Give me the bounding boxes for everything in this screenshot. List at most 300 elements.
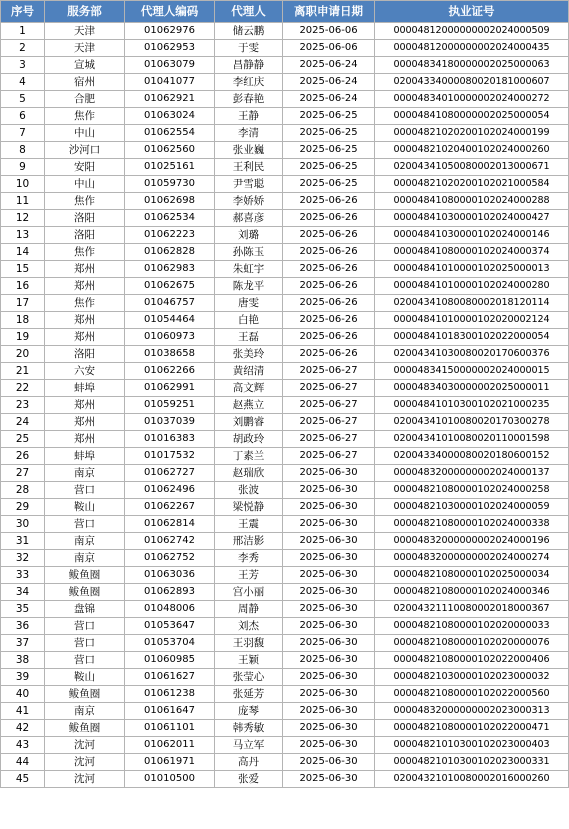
agent-code-cell: 01062991 <box>125 380 215 397</box>
agent-code-cell: 01063079 <box>125 57 215 74</box>
agent-name-cell: 王震 <box>215 516 283 533</box>
table-row <box>1 448 569 465</box>
index-cell: 27 <box>1 465 45 482</box>
table-row <box>1 754 569 771</box>
table-row <box>1 499 569 516</box>
index-cell: 32 <box>1 550 45 567</box>
index-cell: 12 <box>1 210 45 227</box>
license-no-cell: 02004334000080020181000607 <box>375 74 569 91</box>
agent-code-cell: 01017532 <box>125 448 215 465</box>
table-row <box>1 720 569 737</box>
service-dept-cell: 营口 <box>45 516 125 533</box>
resign-date-cell: 2025-06-24 <box>283 74 375 91</box>
table-row <box>1 108 569 125</box>
table-row <box>1 737 569 754</box>
resign-date-cell: 2025-06-25 <box>283 125 375 142</box>
service-dept-cell: 蚌埠 <box>45 448 125 465</box>
resign-date-cell: 2025-06-27 <box>283 380 375 397</box>
header-license-no: 执业证号 <box>375 1 569 23</box>
agent-name-cell: 郝喜彦 <box>215 210 283 227</box>
table-row <box>1 771 569 788</box>
table-row <box>1 482 569 499</box>
resign-date-cell: 2025-06-30 <box>283 499 375 516</box>
resign-date-cell: 2025-06-26 <box>283 193 375 210</box>
header-row <box>1 1 569 23</box>
agent-code-cell: 01046757 <box>125 295 215 312</box>
agent-code-cell: 01062976 <box>125 23 215 40</box>
header-resign-date: 离职申请日期 <box>283 1 375 23</box>
agent-code-cell: 01062554 <box>125 125 215 142</box>
agent-code-cell: 01053704 <box>125 635 215 652</box>
index-cell: 28 <box>1 482 45 499</box>
agent-code-cell: 01062266 <box>125 363 215 380</box>
service-dept-cell: 鲅鱼圈 <box>45 720 125 737</box>
license-no-cell: 00004821020200102024000199 <box>375 125 569 142</box>
license-no-cell: 00004821080000102022000406 <box>375 652 569 669</box>
agent-code-cell: 01060985 <box>125 652 215 669</box>
table-row <box>1 601 569 618</box>
agent-name-cell: 王芳 <box>215 567 283 584</box>
table-row <box>1 159 569 176</box>
agent-code-cell: 01053647 <box>125 618 215 635</box>
agent-code-cell: 01062742 <box>125 533 215 550</box>
license-no-cell: 00004821080000102020000076 <box>375 635 569 652</box>
service-dept-cell: 郑州 <box>45 329 125 346</box>
resign-date-cell: 2025-06-26 <box>283 261 375 278</box>
table-row <box>1 210 569 227</box>
agent-code-cell: 01062828 <box>125 244 215 261</box>
license-no-cell: 02004341050080002013000671 <box>375 159 569 176</box>
index-cell: 29 <box>1 499 45 516</box>
agent-code-cell: 01062921 <box>125 91 215 108</box>
agent-name-cell: 王羽馥 <box>215 635 283 652</box>
index-cell: 21 <box>1 363 45 380</box>
index-cell: 16 <box>1 278 45 295</box>
license-no-cell: 00004821080000102025000034 <box>375 567 569 584</box>
service-dept-cell: 盘锦 <box>45 601 125 618</box>
resign-date-cell: 2025-06-26 <box>283 329 375 346</box>
agent-name-cell: 王颖 <box>215 652 283 669</box>
service-dept-cell: 南京 <box>45 533 125 550</box>
agent-code-cell: 01062727 <box>125 465 215 482</box>
agent-name-cell: 张波 <box>215 482 283 499</box>
index-cell: 10 <box>1 176 45 193</box>
header-service-dept: 服务部 <box>45 1 125 23</box>
license-no-cell: 00004812000000002024000435 <box>375 40 569 57</box>
index-cell: 13 <box>1 227 45 244</box>
table-row <box>1 652 569 669</box>
agent-code-cell: 01061971 <box>125 754 215 771</box>
agent-code-cell: 01059730 <box>125 176 215 193</box>
license-no-cell: 00004841030000102024000427 <box>375 210 569 227</box>
agent-code-cell: 01062560 <box>125 142 215 159</box>
agent-name-cell: 李红庆 <box>215 74 283 91</box>
agent-name-cell: 白艳 <box>215 312 283 329</box>
resign-date-cell: 2025-06-26 <box>283 210 375 227</box>
index-cell: 41 <box>1 703 45 720</box>
agent-name-cell: 朱虹宇 <box>215 261 283 278</box>
index-cell: 36 <box>1 618 45 635</box>
service-dept-cell: 南京 <box>45 703 125 720</box>
index-cell: 35 <box>1 601 45 618</box>
index-cell: 30 <box>1 516 45 533</box>
agent-name-cell: 王静 <box>215 108 283 125</box>
agent-name-cell: 昌静静 <box>215 57 283 74</box>
agent-code-cell: 01010500 <box>125 771 215 788</box>
agent-name-cell: 邢洁影 <box>215 533 283 550</box>
index-cell: 22 <box>1 380 45 397</box>
service-dept-cell: 郑州 <box>45 414 125 431</box>
license-no-cell: 00004832000000002024000274 <box>375 550 569 567</box>
header-index: 序号 <box>1 1 45 23</box>
agent-code-cell: 01060973 <box>125 329 215 346</box>
resign-date-cell: 2025-06-30 <box>283 703 375 720</box>
resign-date-cell: 2025-06-26 <box>283 227 375 244</box>
service-dept-cell: 郑州 <box>45 312 125 329</box>
service-dept-cell: 郑州 <box>45 397 125 414</box>
resign-date-cell: 2025-06-30 <box>283 737 375 754</box>
service-dept-cell: 鲅鱼圈 <box>45 584 125 601</box>
table-row <box>1 465 569 482</box>
agent-code-cell: 01062893 <box>125 584 215 601</box>
service-dept-cell: 营口 <box>45 635 125 652</box>
index-cell: 8 <box>1 142 45 159</box>
agent-code-cell: 01041077 <box>125 74 215 91</box>
agent-name-cell: 庞琴 <box>215 703 283 720</box>
index-cell: 1 <box>1 23 45 40</box>
license-no-cell: 00004841010000102024000280 <box>375 278 569 295</box>
resign-date-cell: 2025-06-06 <box>283 40 375 57</box>
license-no-cell: 00004821020400102024000260 <box>375 142 569 159</box>
resign-date-cell: 2025-06-25 <box>283 159 375 176</box>
resign-date-cell: 2025-06-30 <box>283 584 375 601</box>
license-no-cell: 00004834150000002024000015 <box>375 363 569 380</box>
agent-code-cell: 01062953 <box>125 40 215 57</box>
agent-name-cell: 李娇娇 <box>215 193 283 210</box>
service-dept-cell: 南京 <box>45 465 125 482</box>
license-no-cell: 00004821080000102022000471 <box>375 720 569 737</box>
agent-name-cell: 陈龙平 <box>215 278 283 295</box>
agent-name-cell: 彭春艳 <box>215 91 283 108</box>
agent-name-cell: 尹雪聪 <box>215 176 283 193</box>
service-dept-cell: 鞍山 <box>45 499 125 516</box>
license-no-cell: 00004821080000102022000560 <box>375 686 569 703</box>
resign-date-cell: 2025-06-26 <box>283 295 375 312</box>
agent-code-cell: 01054464 <box>125 312 215 329</box>
service-dept-cell: 宿州 <box>45 74 125 91</box>
agent-name-cell: 李清 <box>215 125 283 142</box>
agent-name-cell: 刘璐 <box>215 227 283 244</box>
resign-date-cell: 2025-06-30 <box>283 482 375 499</box>
resign-date-cell: 2025-06-30 <box>283 635 375 652</box>
agent-code-cell: 01062496 <box>125 482 215 499</box>
table-row <box>1 567 569 584</box>
license-no-cell: 00004841080000102024000374 <box>375 244 569 261</box>
agent-name-cell: 孙陈玉 <box>215 244 283 261</box>
table-row <box>1 40 569 57</box>
agent-code-cell: 01062983 <box>125 261 215 278</box>
agent-code-cell: 01062698 <box>125 193 215 210</box>
license-no-cell: 00004841030000102024000146 <box>375 227 569 244</box>
index-cell: 14 <box>1 244 45 261</box>
index-cell: 7 <box>1 125 45 142</box>
license-no-cell: 00004821030000102024000059 <box>375 499 569 516</box>
service-dept-cell: 六安 <box>45 363 125 380</box>
agent-name-cell: 丁素兰 <box>215 448 283 465</box>
table-row <box>1 125 569 142</box>
table-row <box>1 533 569 550</box>
resign-date-cell: 2025-06-30 <box>283 618 375 635</box>
index-cell: 18 <box>1 312 45 329</box>
agent-name-cell: 张美玲 <box>215 346 283 363</box>
agent-name-cell: 刘鹏睿 <box>215 414 283 431</box>
agent-code-cell: 01062223 <box>125 227 215 244</box>
table-row <box>1 278 569 295</box>
resign-date-cell: 2025-06-25 <box>283 108 375 125</box>
agent-name-cell: 王利民 <box>215 159 283 176</box>
license-no-cell: 00004821010300102023000331 <box>375 754 569 771</box>
resign-date-cell: 2025-06-27 <box>283 448 375 465</box>
table-row <box>1 703 569 720</box>
service-dept-cell: 鲅鱼圈 <box>45 686 125 703</box>
license-no-cell: 00004841018300102022000054 <box>375 329 569 346</box>
resign-date-cell: 2025-06-30 <box>283 754 375 771</box>
service-dept-cell: 沈河 <box>45 754 125 771</box>
license-no-cell: 00004841010000102025000013 <box>375 261 569 278</box>
license-no-cell: 00004821010300102023000403 <box>375 737 569 754</box>
agent-name-cell: 宫小丽 <box>215 584 283 601</box>
license-no-cell: 00004821080000102020000033 <box>375 618 569 635</box>
agent-name-cell: 赵瑞欣 <box>215 465 283 482</box>
resign-date-cell: 2025-06-24 <box>283 91 375 108</box>
service-dept-cell: 宣城 <box>45 57 125 74</box>
service-dept-cell: 营口 <box>45 482 125 499</box>
resign-date-cell: 2025-06-25 <box>283 176 375 193</box>
index-cell: 45 <box>1 771 45 788</box>
resign-date-cell: 2025-06-30 <box>283 771 375 788</box>
table-body <box>1 23 569 788</box>
table-row <box>1 397 569 414</box>
table-row <box>1 346 569 363</box>
resign-date-cell: 2025-06-25 <box>283 142 375 159</box>
service-dept-cell: 沈河 <box>45 737 125 754</box>
agent-name-cell: 胡政玲 <box>215 431 283 448</box>
table-row <box>1 74 569 91</box>
agent-code-cell: 01062752 <box>125 550 215 567</box>
service-dept-cell: 郑州 <box>45 278 125 295</box>
table-row <box>1 380 569 397</box>
service-dept-cell: 蚌埠 <box>45 380 125 397</box>
agent-name-cell: 储云鹏 <box>215 23 283 40</box>
service-dept-cell: 合肥 <box>45 91 125 108</box>
resign-date-cell: 2025-06-30 <box>283 720 375 737</box>
service-dept-cell: 沈河 <box>45 771 125 788</box>
table-row <box>1 431 569 448</box>
index-cell: 9 <box>1 159 45 176</box>
agent-code-cell: 01062534 <box>125 210 215 227</box>
service-dept-cell: 郑州 <box>45 431 125 448</box>
table-row <box>1 550 569 567</box>
agent-name-cell: 张爱 <box>215 771 283 788</box>
agent-name-cell: 梁悦静 <box>215 499 283 516</box>
resign-date-cell: 2025-06-30 <box>283 567 375 584</box>
index-cell: 44 <box>1 754 45 771</box>
license-no-cell: 00004832000000002024000137 <box>375 465 569 482</box>
service-dept-cell: 洛阳 <box>45 210 125 227</box>
agent-code-cell: 01016383 <box>125 431 215 448</box>
resign-date-cell: 2025-06-30 <box>283 669 375 686</box>
service-dept-cell: 沙河口 <box>45 142 125 159</box>
license-no-cell: 00004834030000002025000011 <box>375 380 569 397</box>
resign-date-cell: 2025-06-24 <box>283 57 375 74</box>
service-dept-cell: 安阳 <box>45 159 125 176</box>
agent-name-cell: 刘杰 <box>215 618 283 635</box>
agent-name-cell: 高文辉 <box>215 380 283 397</box>
service-dept-cell: 南京 <box>45 550 125 567</box>
index-cell: 11 <box>1 193 45 210</box>
index-cell: 23 <box>1 397 45 414</box>
service-dept-cell: 天津 <box>45 40 125 57</box>
agent-code-cell: 01038658 <box>125 346 215 363</box>
license-no-cell: 02004341010080020110001598 <box>375 431 569 448</box>
index-cell: 20 <box>1 346 45 363</box>
service-dept-cell: 鲅鱼圈 <box>45 567 125 584</box>
service-dept-cell: 中山 <box>45 125 125 142</box>
agent-code-cell: 01062675 <box>125 278 215 295</box>
agent-code-cell: 01063036 <box>125 567 215 584</box>
license-no-cell: 00004821080000102024000258 <box>375 482 569 499</box>
license-no-cell: 00004834180000002025000063 <box>375 57 569 74</box>
service-dept-cell: 中山 <box>45 176 125 193</box>
resign-date-cell: 2025-06-30 <box>283 516 375 533</box>
agent-code-cell: 01061238 <box>125 686 215 703</box>
license-no-cell: 00004841080000102024000288 <box>375 193 569 210</box>
index-cell: 34 <box>1 584 45 601</box>
agent-name-cell: 张莹心 <box>215 669 283 686</box>
license-no-cell: 00004821030000102023000032 <box>375 669 569 686</box>
index-cell: 19 <box>1 329 45 346</box>
table-row <box>1 363 569 380</box>
license-no-cell: 00004832000000002024000196 <box>375 533 569 550</box>
resign-date-cell: 2025-06-26 <box>283 312 375 329</box>
table-row <box>1 686 569 703</box>
index-cell: 43 <box>1 737 45 754</box>
service-dept-cell: 焦作 <box>45 193 125 210</box>
index-cell: 33 <box>1 567 45 584</box>
index-cell: 26 <box>1 448 45 465</box>
license-no-cell: 00004821080000102024000338 <box>375 516 569 533</box>
table-row <box>1 414 569 431</box>
service-dept-cell: 焦作 <box>45 108 125 125</box>
license-no-cell: 00004812000000002024000509 <box>375 23 569 40</box>
agent-code-cell: 01062011 <box>125 737 215 754</box>
license-no-cell: 00004834010000002024000272 <box>375 91 569 108</box>
agent-name-cell: 马立军 <box>215 737 283 754</box>
license-no-cell: 00004841010000102020002124 <box>375 312 569 329</box>
agent-name-cell: 唐雯 <box>215 295 283 312</box>
agent-code-cell: 01059251 <box>125 397 215 414</box>
agent-code-cell: 01025161 <box>125 159 215 176</box>
table-row <box>1 584 569 601</box>
resign-date-cell: 2025-06-30 <box>283 550 375 567</box>
index-cell: 5 <box>1 91 45 108</box>
license-no-cell: 00004841010300102021000235 <box>375 397 569 414</box>
index-cell: 38 <box>1 652 45 669</box>
license-no-cell: 02004334000080020180600152 <box>375 448 569 465</box>
index-cell: 39 <box>1 669 45 686</box>
table-row <box>1 176 569 193</box>
agent-code-cell: 01062814 <box>125 516 215 533</box>
resign-date-cell: 2025-06-30 <box>283 652 375 669</box>
agent-name-cell: 高丹 <box>215 754 283 771</box>
table-row <box>1 193 569 210</box>
resign-date-cell: 2025-06-30 <box>283 686 375 703</box>
index-cell: 37 <box>1 635 45 652</box>
index-cell: 4 <box>1 74 45 91</box>
index-cell: 2 <box>1 40 45 57</box>
agent-code-cell: 01063024 <box>125 108 215 125</box>
service-dept-cell: 焦作 <box>45 295 125 312</box>
index-cell: 40 <box>1 686 45 703</box>
resign-date-cell: 2025-06-06 <box>283 23 375 40</box>
index-cell: 24 <box>1 414 45 431</box>
service-dept-cell: 洛阳 <box>45 227 125 244</box>
agent-code-cell: 01062267 <box>125 499 215 516</box>
resign-date-cell: 2025-06-30 <box>283 533 375 550</box>
agent-code-cell: 01061101 <box>125 720 215 737</box>
agent-name-cell: 周静 <box>215 601 283 618</box>
resign-date-cell: 2025-06-26 <box>283 346 375 363</box>
table-row <box>1 244 569 261</box>
agent-name-cell: 王磊 <box>215 329 283 346</box>
table-row <box>1 669 569 686</box>
resign-date-cell: 2025-06-27 <box>283 397 375 414</box>
index-cell: 31 <box>1 533 45 550</box>
license-no-cell: 02004341080080002018120114 <box>375 295 569 312</box>
resign-date-cell: 2025-06-26 <box>283 278 375 295</box>
service-dept-cell: 营口 <box>45 618 125 635</box>
agent-name-cell: 李秀 <box>215 550 283 567</box>
table-row <box>1 261 569 278</box>
index-cell: 25 <box>1 431 45 448</box>
index-cell: 6 <box>1 108 45 125</box>
license-no-cell: 00004821080000102024000346 <box>375 584 569 601</box>
table-row <box>1 618 569 635</box>
table-row <box>1 227 569 244</box>
index-cell: 3 <box>1 57 45 74</box>
resign-date-cell: 2025-06-30 <box>283 465 375 482</box>
table-row <box>1 516 569 533</box>
agent-name-cell: 黄绍清 <box>215 363 283 380</box>
table-row <box>1 57 569 74</box>
license-no-cell: 02004321110080002018000367 <box>375 601 569 618</box>
resign-date-cell: 2025-06-27 <box>283 363 375 380</box>
table-row <box>1 23 569 40</box>
table-row <box>1 91 569 108</box>
service-dept-cell: 营口 <box>45 652 125 669</box>
table-row <box>1 312 569 329</box>
resign-date-cell: 2025-06-27 <box>283 431 375 448</box>
license-no-cell: 02004341030080020170600376 <box>375 346 569 363</box>
service-dept-cell: 焦作 <box>45 244 125 261</box>
resign-date-cell: 2025-06-26 <box>283 244 375 261</box>
resign-date-cell: 2025-06-27 <box>283 414 375 431</box>
agent-code-cell: 01061647 <box>125 703 215 720</box>
agent-name-cell: 韩秀敏 <box>215 720 283 737</box>
license-no-cell: 00004832000000002023000313 <box>375 703 569 720</box>
header-agent-name: 代理人 <box>215 1 283 23</box>
license-no-cell: 00004841080000002025000054 <box>375 108 569 125</box>
